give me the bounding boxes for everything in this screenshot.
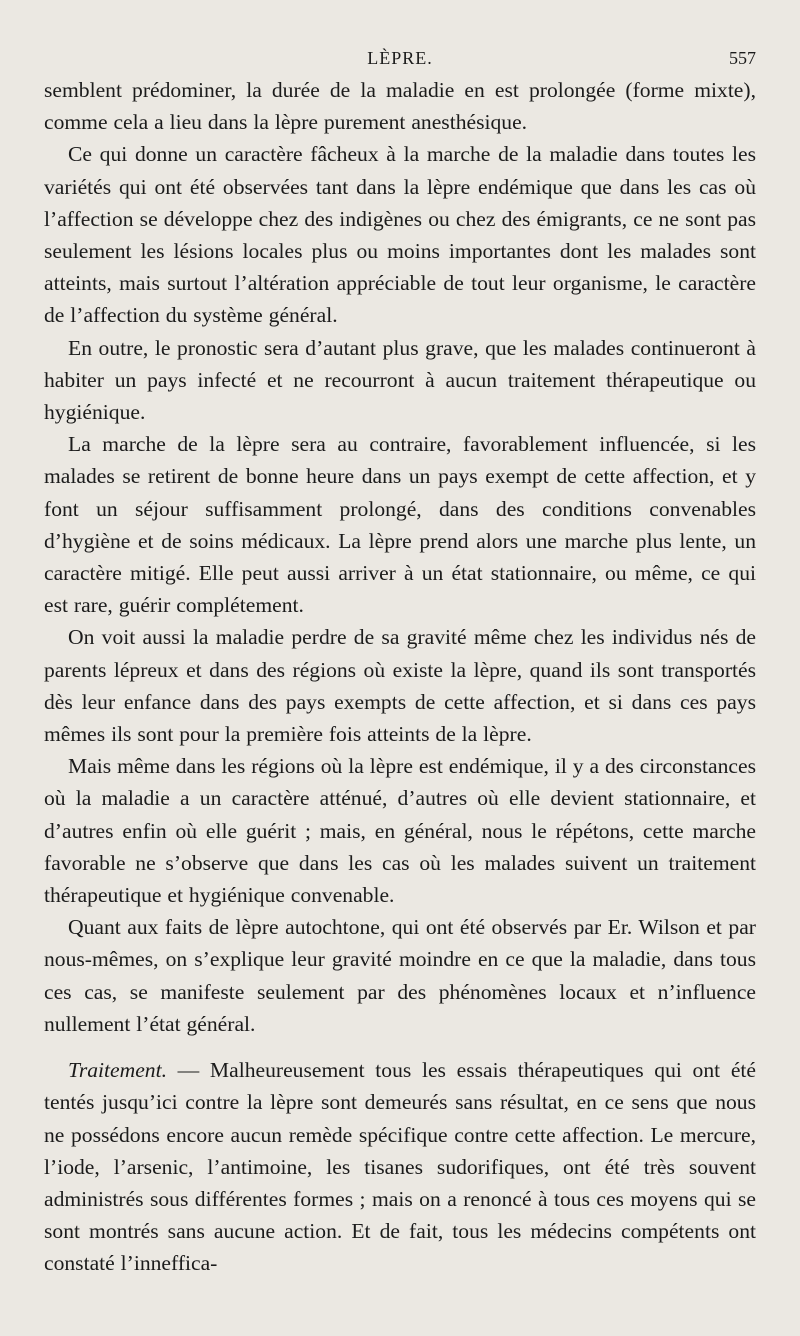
treatment-text: — Malheureusement tous les essais thérapeutiques qui ont été tentés jusqu’ici contre la lèpre sont demeurés sans résultat, en ce sens que nous ne possédons encore aucun remède spécifique contre cette affection. Le mercure, l’iode, l’arsenic, l’antimoine, les tisanes sudorifiques, ont été très souvent administrés sous différentes formes ; mais on a renoncé à tous ces moyens qui se sont montrés sans aucune action. Et de fait, tous les médecins compétents ont constaté l’inneffica- bbox=[44, 1058, 756, 1276]
section-heading: Traitement. bbox=[68, 1058, 167, 1083]
page-number: 557 bbox=[729, 48, 756, 68]
paragraph: Quant aux faits de lèpre autochtone, qui ont été observés par Er. Wilson et par nous-mêmes, on s’explique leur gravité moindre en ce que la maladie, dans tous ces cas, se manifeste seulement par des phénomènes locaux et n’influence nullement l’état général. bbox=[44, 915, 756, 1036]
paragraph: Ce qui donne un caractère fâcheux à la marche de la maladie dans toutes les variétés qui ont été observées tant dans la lèpre endémique que dans les cas où l’affection se développe chez des indigènes ou chez des émigrants, ce ne sont pas seulement les lésions locales plus ou moins importantes dont les malades sont atteints, mais surtout l’altération appréciable de tout leur organisme, le caractère de l’affection du système général. bbox=[44, 142, 756, 328]
body-text bbox=[44, 74, 756, 1280]
running-title: LÈPRE. bbox=[367, 48, 433, 68]
running-header bbox=[44, 44, 756, 74]
paragraph: semblent prédominer, la durée de la maladie en est prolongée (forme mixte), comme cela a lieu dans la lèpre purement anesthésique. bbox=[44, 78, 756, 135]
paragraph: On voit aussi la maladie perdre de sa gravité même chez les individus nés de parents lépreux et dans des régions où existe la lèpre, quand ils sont transportés dès leur enfance dans des pays exempts de cette affection, et si dans ces pays mêmes ils sont pour la première fois atteints de la lèpre. bbox=[44, 625, 756, 747]
paragraph: La marche de la lèpre sera au contraire, favorablement influencée, si les malades se retirent de bonne heure dans un pays exempt de cette affection, et y font un séjour suffisamment prolongé, dans des conditions convenables d’hygiène et de soins médicaux. La lèpre prend alors une marche plus lente, un caractère mitigé. Elle peut aussi arriver à un état stationnaire, ou même, ce qui est rare, guérir complétement. bbox=[44, 432, 756, 618]
paragraph: Mais même dans les régions où la lèpre est endémique, il y a des circonstances où la maladie a un caractère atténué, d’autres où elle devient stationnaire, et d’autres enfin où elle guérit ; mais, en général, nous le répétons, cette marche favorable ne s’observe que dans les cas où les malades suivent un traitement thérapeutique et hygiénique convenable. bbox=[44, 754, 756, 908]
paragraph: En outre, le pronostic sera d’autant plus grave, que les malades continueront à habiter un pays infecté et ne recourront à aucun traitement thérapeutique ou hygiénique. bbox=[44, 335, 756, 425]
treatment-paragraph bbox=[44, 1054, 756, 1279]
